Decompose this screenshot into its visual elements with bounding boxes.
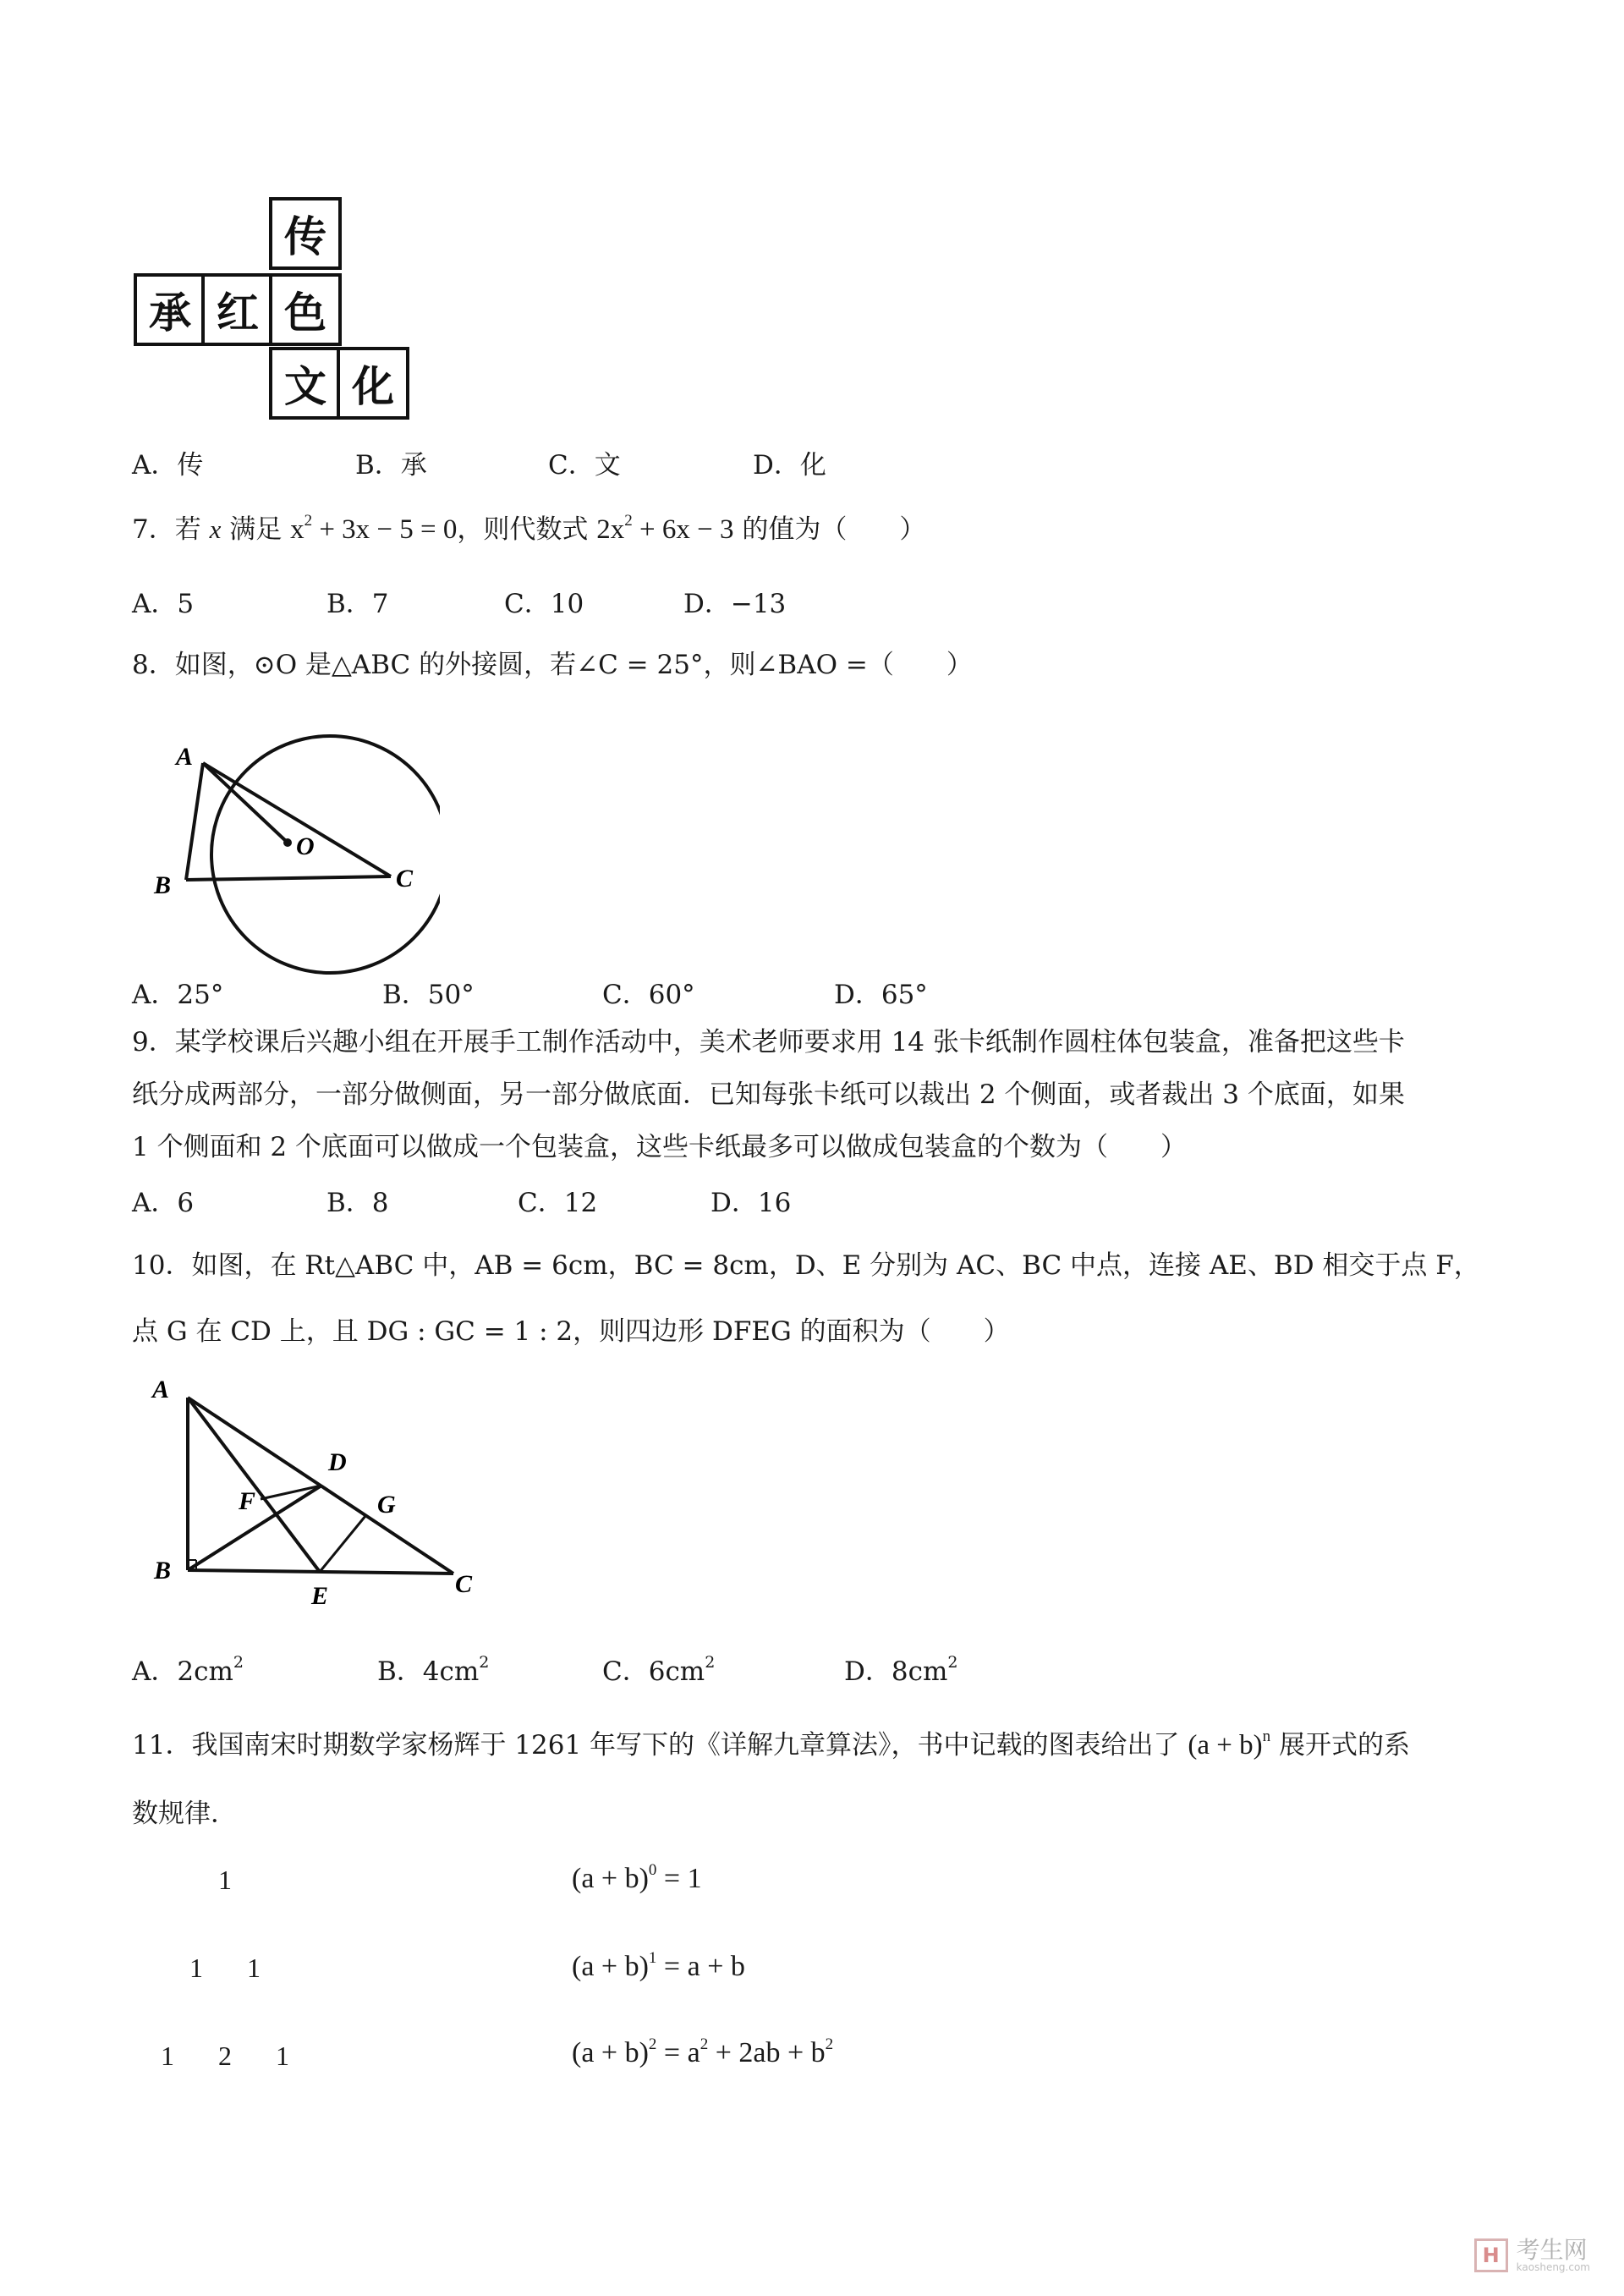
watermark-logo-icon: H	[1474, 2238, 1508, 2272]
q8-stem: 8．如图，⊙O 是△ABC 的外接圆，若∠C = 25°，则∠BAO =（ ）	[132, 650, 973, 680]
q10-option-b: B．$4cm^2$	[377, 1653, 490, 1687]
label-a: A	[176, 743, 194, 771]
segment-ab	[186, 763, 203, 880]
q6-option-c: C．文	[548, 450, 621, 481]
net-cell-cheng: 承	[134, 273, 206, 346]
q6-option-b: B．承	[355, 450, 427, 481]
label-c: C	[455, 1570, 473, 1598]
segment-ae	[188, 1398, 320, 1572]
watermark-name: 考生网	[1516, 2236, 1588, 2264]
net-cell-wen: 文	[269, 347, 342, 420]
q7-option-b: B．7	[326, 589, 389, 619]
q9-option-c: C．12	[518, 1188, 598, 1218]
q9-option-d: D．16	[710, 1188, 792, 1218]
net-cell-se: 色	[269, 273, 342, 346]
q9-option-a: A．6	[132, 1188, 195, 1218]
coefficient: 1	[161, 2041, 174, 2071]
q10-option-a: A．$2cm^2$	[132, 1653, 244, 1687]
coefficient: 1	[189, 1953, 203, 1983]
q7-option-a: A．5	[132, 589, 195, 619]
q10-option-c: C．$6cm^2$	[602, 1653, 716, 1687]
q9-line-3: 1 个侧面和 2 个底面可以做成一个包装盒，这些卡纸最多可以做成包装盒的个数为（ ）	[132, 1132, 1188, 1162]
q8-option-b: B．50°	[382, 980, 475, 1010]
q11-line-1: 11．我国南宋时期数学家杨辉于 1261 年写下的《详解九章算法》，书中记载的图表给出了 $(a + b)^n$ 展开式的系	[132, 1727, 1411, 1760]
q9-line-2: 纸分成两部分，一部分做侧面，另一部分做底面．已知每张卡纸可以裁出 2 个侧面，或者裁出 3 个底面，如果	[132, 1079, 1405, 1110]
q10-triangle-figure	[144, 1370, 499, 1607]
label-b: B	[154, 871, 172, 899]
site-watermark	[1474, 2238, 1590, 2272]
q7-option-d: D．−13	[683, 589, 787, 619]
net-cell-hong: 红	[201, 273, 274, 346]
segment-eg	[320, 1516, 365, 1572]
center-point-o	[283, 838, 292, 847]
q9-option-b: B．8	[326, 1188, 389, 1218]
label-o: O	[296, 832, 315, 860]
net-cell-hua: 化	[337, 347, 409, 420]
coefficient: 1	[247, 1953, 261, 1983]
expansion-0: $(a + b)^0 = 1$	[572, 1861, 702, 1894]
coefficient: 2	[218, 2041, 232, 2071]
q8-circle-figure	[152, 728, 440, 981]
label-a: A	[152, 1376, 170, 1403]
expansion-2: $(a + b)^2 = a^2 + 2ab + b^2$	[572, 2035, 834, 2068]
q10-line-1: 10．如图，在 Rt△ABC 中，AB = 6cm，BC = 8cm，D、E 分别为 AC、BC 中点，连接 AE、BD 相交于点 F，	[132, 1250, 1480, 1281]
expansion-1: $(a + b)^1 = a + b$	[572, 1949, 745, 1982]
q7-stem: 7．若 x 满足 $x^2 + 3x - 5 = 0$，则代数式 $2x^2 + 6x - 3$ 的值为（ ）	[132, 512, 926, 545]
net-cell-chuan: 传	[269, 197, 342, 270]
coefficient: 1	[218, 1865, 232, 1895]
label-e: E	[311, 1582, 329, 1607]
label-d: D	[328, 1448, 347, 1476]
coefficient: 1	[276, 2041, 289, 2071]
q7-option-c: C．10	[504, 589, 584, 619]
q8-option-d: D．65°	[834, 980, 928, 1010]
segment-bc	[186, 876, 391, 880]
q8-option-a: A．25°	[132, 980, 224, 1010]
q9-line-1: 9．某学校课后兴趣小组在开展手工制作活动中，美术老师要求用 14 张卡纸制作圆柱体包装盒，准备把这些卡	[132, 1027, 1405, 1057]
segment-ao	[203, 763, 288, 843]
q6-option-d: D．化	[753, 450, 826, 481]
q10-option-d: D．$8cm^2$	[844, 1653, 958, 1687]
label-c: C	[396, 865, 414, 893]
q8-option-c: C．60°	[602, 980, 695, 1010]
label-g: G	[377, 1491, 396, 1519]
q6-option-a: A．传	[132, 450, 204, 481]
label-f: F	[239, 1487, 256, 1515]
q11-line-2: 数规律．	[132, 1799, 237, 1829]
label-b: B	[154, 1557, 172, 1585]
circumcircle	[211, 736, 440, 973]
watermark-url: kaosheng.com	[1516, 2261, 1590, 2273]
q10-line-2: 点 G 在 CD 上，且 DG : GC = 1 : 2，则四边形 DFEG 的面积为（ ）	[132, 1316, 1010, 1347]
